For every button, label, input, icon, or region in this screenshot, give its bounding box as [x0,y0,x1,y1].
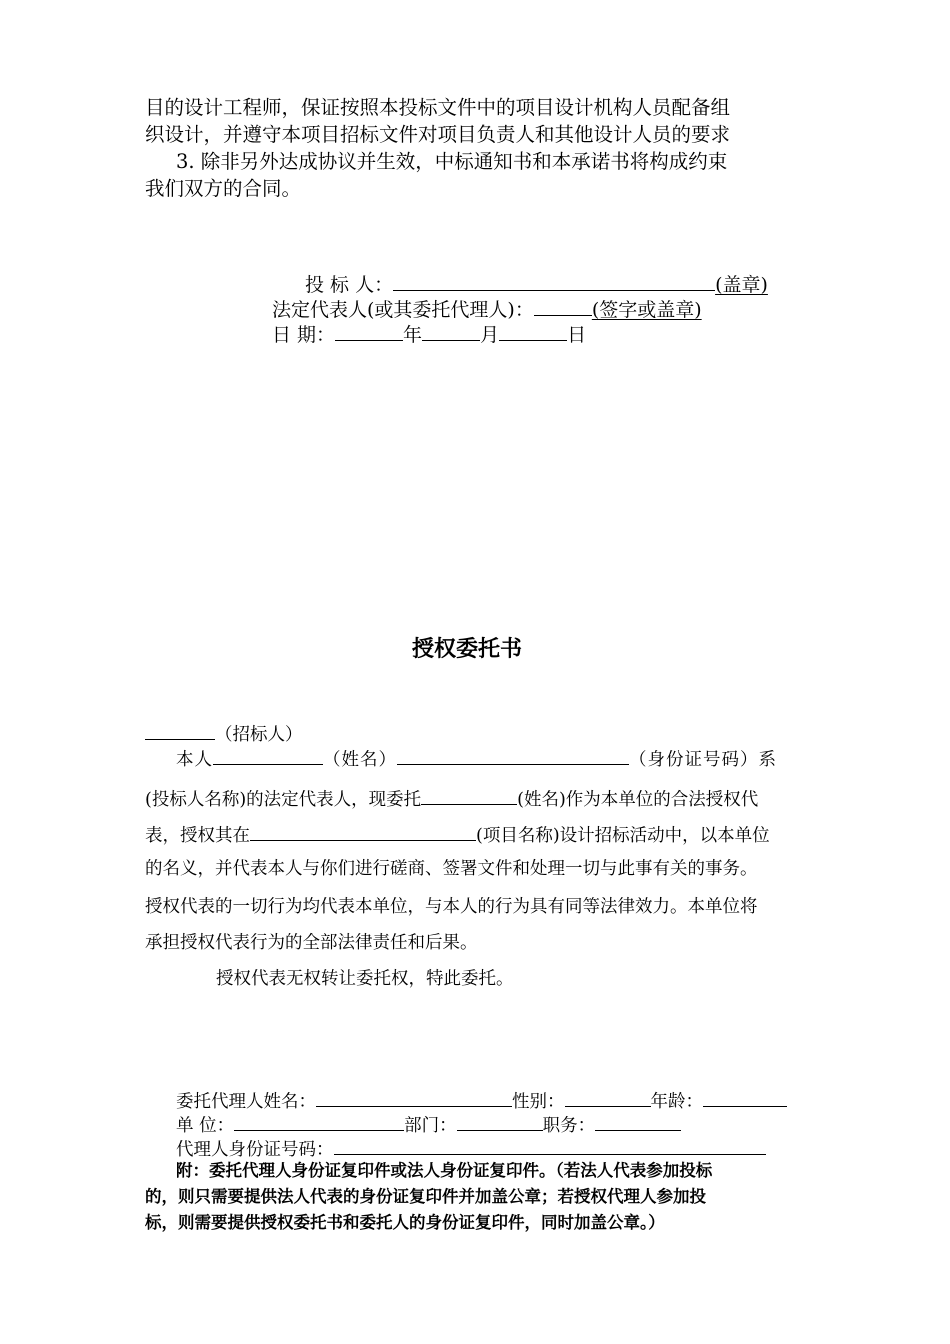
bidder-seal: (盖章) [715,274,768,296]
auth-line-2 [145,786,758,811]
page-title: 授权委托书 [412,637,523,662]
project-name-blank[interactable] [250,822,476,841]
auth-text: 表，授权其在 [145,826,250,846]
delegate-name-blank[interactable] [421,786,517,805]
date-row [272,322,586,348]
dept-blank[interactable] [457,1112,543,1131]
dept-label: 部门： [404,1116,457,1136]
agent-id-blank[interactable] [334,1136,766,1155]
recipient-label: （招标人） [215,725,303,745]
job-title-label: 职务： [542,1116,596,1136]
auth-text: 本人 [176,750,213,770]
auth-line-4: 的名义，并代表本人与你们进行磋商、签署文件和处理一切与此事有关的事务。 [145,859,758,879]
gender-blank[interactable] [565,1088,651,1107]
representative-blank[interactable] [534,297,592,316]
auth-line-1 [176,746,777,771]
agent-row-1 [176,1088,787,1113]
note-line-1: 附：委托代理人身份证复印件或法人身份证复印件。（若法人代表参加投标 [176,1161,713,1180]
auth-text: (项目名称)设计招标活动中，以本单位 [476,826,770,846]
name-blank[interactable] [213,746,323,765]
bidder-row [305,272,768,298]
agent-name-label: 委托代理人姓名： [176,1092,316,1112]
representative-row [272,297,702,323]
gender-label: 性别： [512,1092,565,1112]
id-number-blank[interactable] [397,746,629,765]
commitment-line-3: 3. 除非另外达成协议并生效，中标通知书和本承诺书将构成约束 [176,150,728,173]
note-line-2: 的，则只需要提供法人代表的身份证复印件并加盖公章；若授权代理人参加投 [145,1187,706,1206]
commitment-line-2: 织设计，并遵守本项目招标文件对项目负责人和其他设计人员的要求 [145,123,731,146]
month-label: 月 [480,324,500,346]
auth-line-3 [145,822,770,847]
bidder-label: 投 标 人： [305,274,394,296]
bidder-blank[interactable] [393,272,715,291]
day-blank[interactable] [499,322,567,341]
auth-text: （身份证号码）系 [629,750,777,770]
auth-text: (姓名)作为本单位的合法授权代 [517,790,759,810]
age-label: 年龄： [650,1092,703,1112]
auth-text: (投标人名称)的法定代表人，现委托 [145,790,422,810]
date-label: 日 期： [272,324,336,346]
auth-line-6: 承担授权代表行为的全部法律责任和后果。 [145,933,478,953]
unit-label: 单 位： [176,1116,235,1136]
auth-line-5: 授权代表的一切行为均代表本单位，与本人的行为具有同等法律效力。本单位将 [145,897,758,917]
year-label: 年 [403,324,423,346]
year-blank[interactable] [335,322,403,341]
recipient-row [145,721,303,746]
note-line-3: 标，则需要提供授权委托书和委托人的身份证复印件，同时加盖公章。） [145,1213,665,1232]
commitment-line-4: 我们双方的合同。 [145,177,302,200]
auth-line-7: 授权代表无权转让委托权，特此委托。 [216,969,514,989]
job-title-blank[interactable] [595,1112,681,1131]
day-label: 日 [567,324,587,346]
agent-id-label: 代理人身份证号码： [176,1140,334,1160]
representative-label: 法定代表人(或其委托代理人)： [272,299,534,321]
age-blank[interactable] [703,1088,787,1107]
auth-text: （姓名） [323,750,397,770]
commitment-line-1: 目的设计工程师，保证按照本投标文件中的项目设计机构人员配备组 [145,96,731,119]
agent-row-2 [176,1112,681,1137]
month-blank[interactable] [422,322,480,341]
unit-blank[interactable] [234,1112,404,1131]
recipient-blank[interactable] [145,721,215,740]
representative-seal: (签字或盖章) [591,299,702,321]
agent-name-blank[interactable] [316,1088,512,1107]
